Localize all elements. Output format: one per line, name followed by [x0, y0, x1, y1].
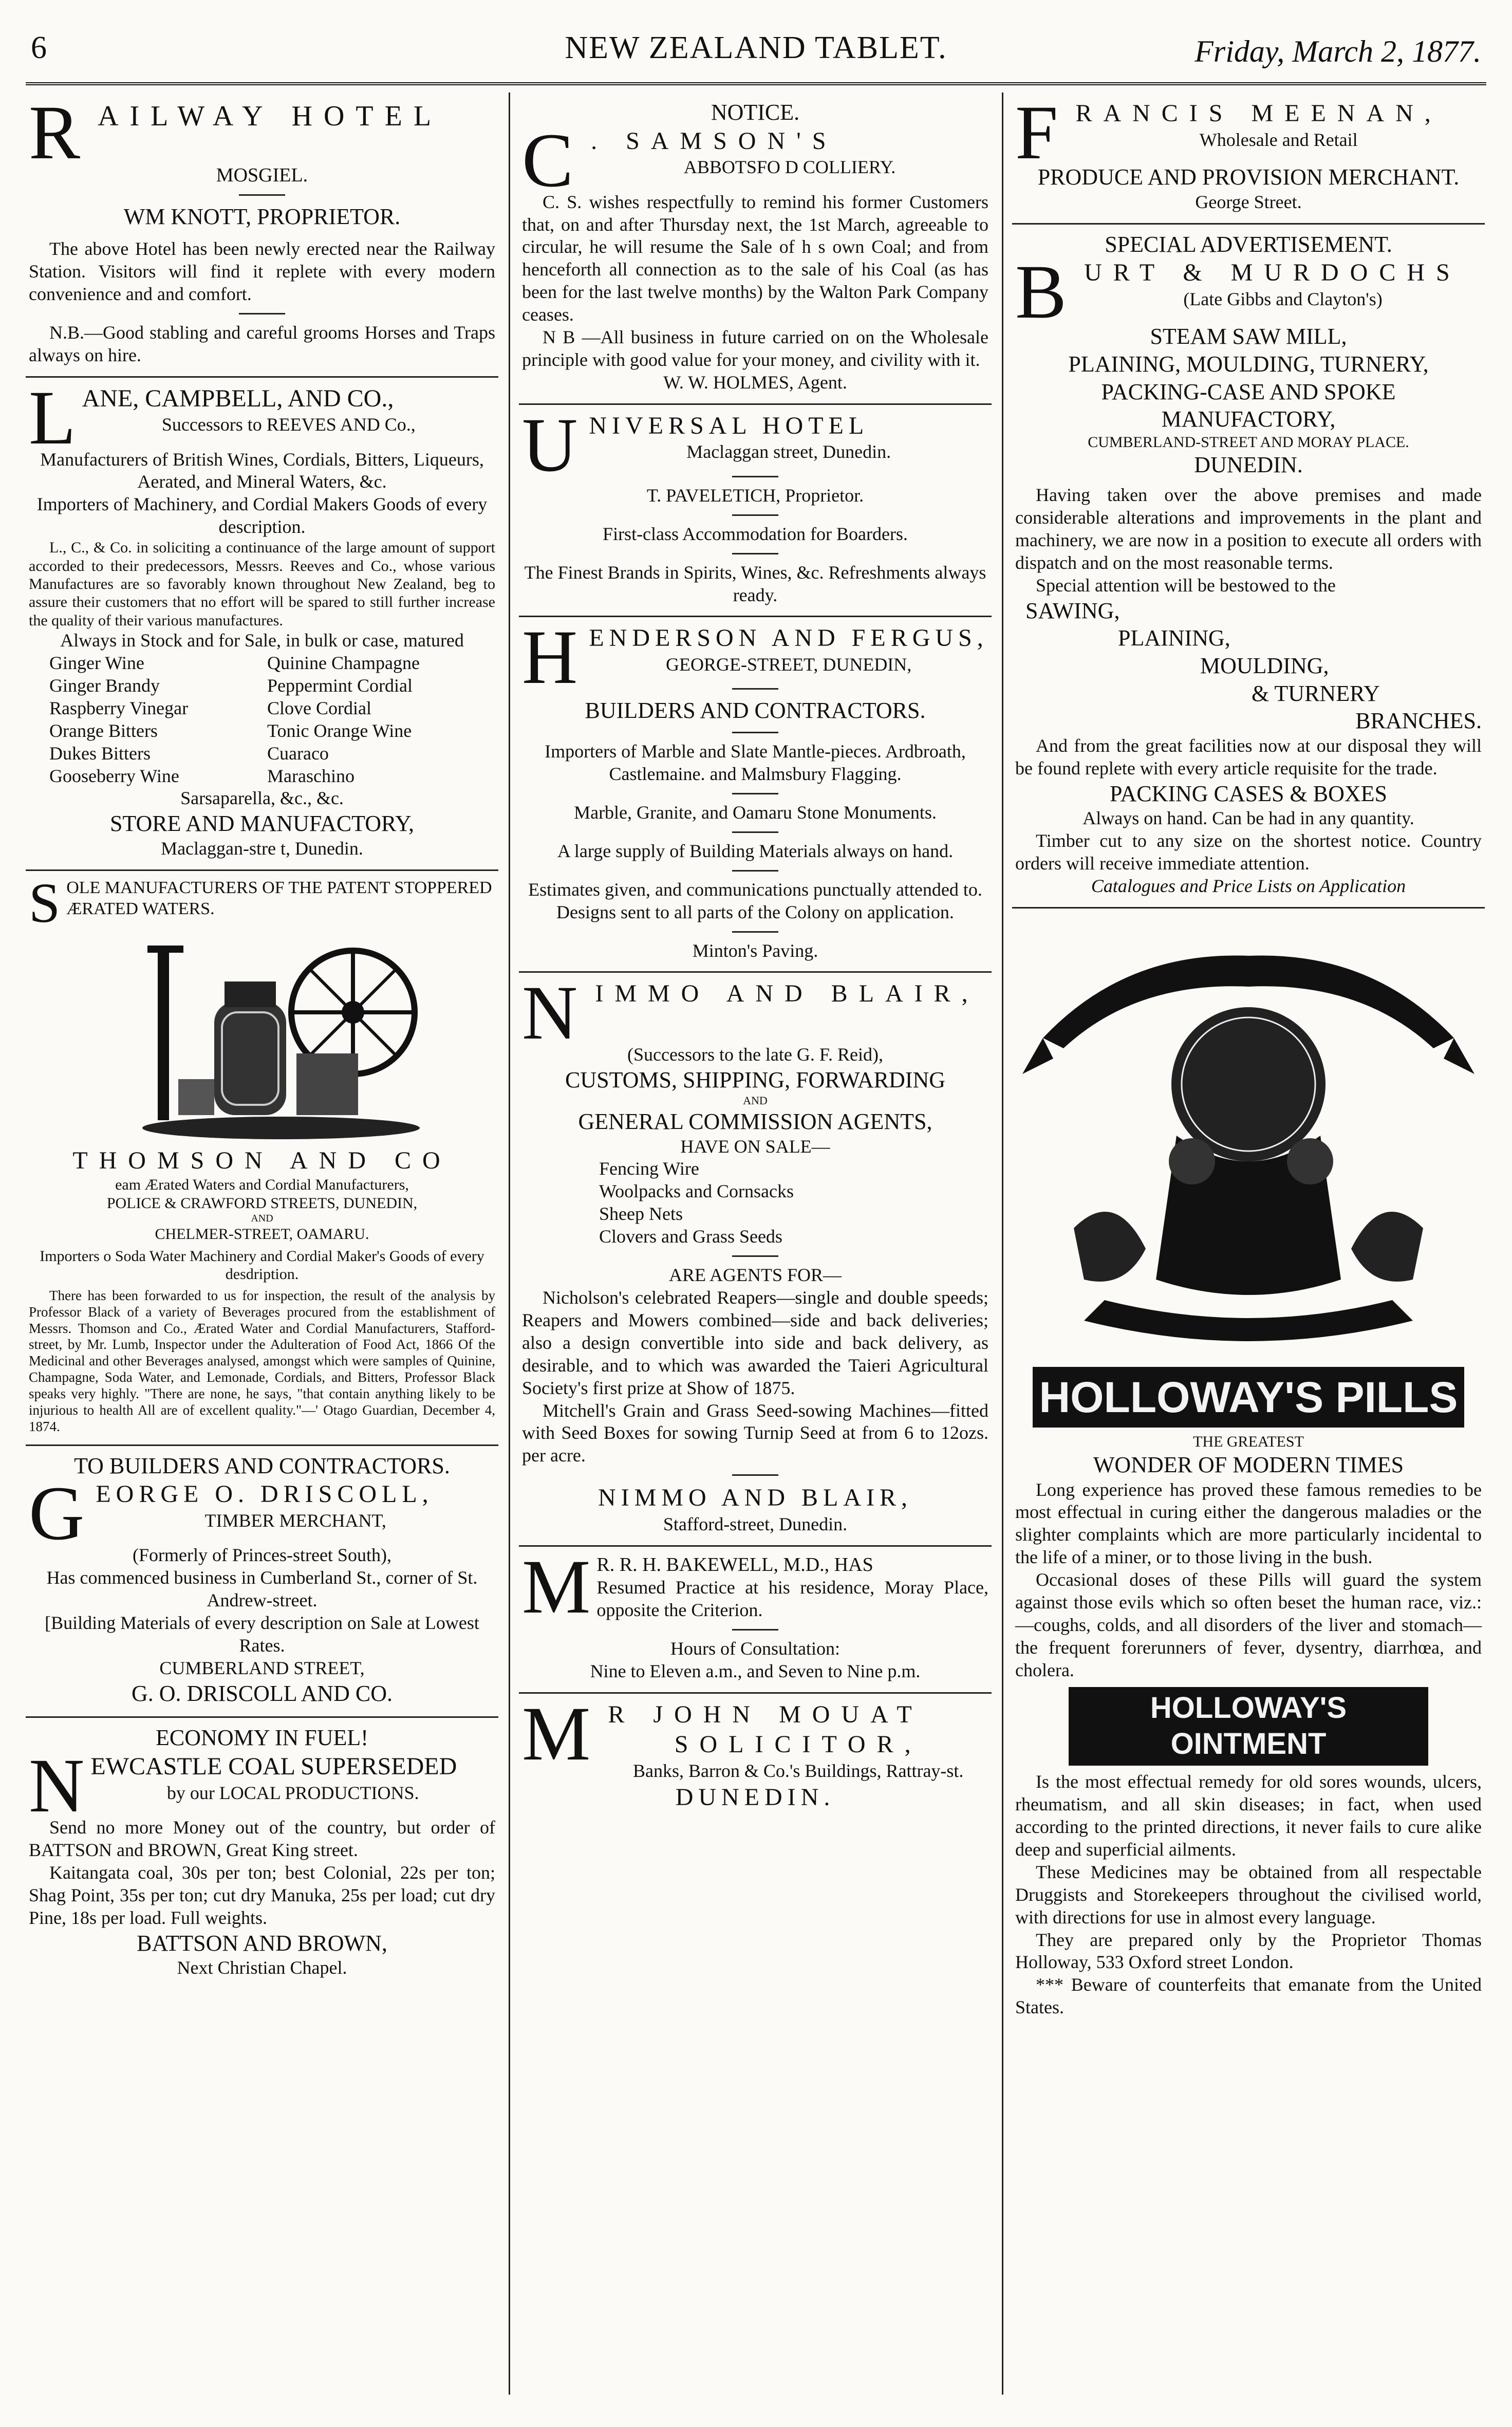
materials: [Building Materials of every description on Sale at Lowest Rates. — [45, 1612, 479, 1656]
short-rule — [239, 194, 285, 196]
beware: *** Beware of counterfeits that emanate from the United States. — [1015, 1974, 1482, 2018]
masthead — [26, 21, 1486, 85]
proprietor: T. PAVELETICH, Proprietor. — [646, 485, 864, 506]
sign: BATTSON AND BROWN, — [137, 1930, 387, 1956]
streets: POLICE & CRAWFORD STREETS, DUNEDIN, — [106, 1194, 418, 1212]
street: CUMBERLAND STREET, — [159, 1657, 365, 1678]
street: George Street. — [1195, 191, 1302, 212]
line1: First-class Accommodation for Boarders. — [603, 523, 908, 544]
short-rule — [732, 1474, 778, 1476]
column-3 — [1012, 92, 1485, 2405]
branch-item: & TURNERY — [1252, 680, 1380, 706]
times: Nine to Eleven a.m., and Seven to Nine p.m. — [590, 1660, 921, 1681]
list-item: Sheep Nets — [599, 1203, 683, 1225]
holloway-pills-banner: HOLLOWAY'S PILLS — [1033, 1367, 1464, 1428]
ad-henderson-fergus — [519, 617, 992, 973]
drop-cap: U — [522, 402, 583, 488]
general: GENERAL COMMISSION AGENTS, — [578, 1108, 932, 1134]
stock: Always in Stock and for Sale, in bulk or case, matured — [60, 630, 464, 651]
drop-cap: H — [522, 615, 583, 700]
body1: Send no more Money out of the country, but order of BATTSON and BROWN, Great King street. — [29, 1817, 495, 1860]
always: Always on hand. Can be had in any quantity. — [1082, 808, 1414, 829]
wonder: WONDER OF MODERN TIMES — [1093, 1452, 1404, 1477]
short-rule — [732, 514, 778, 516]
list-item: Quinine Champagne — [267, 653, 420, 674]
trade: PLAINING, MOULDING, TURNERY, PACKING-CASE AND SPOKE MANUFACTORY, — [1068, 351, 1429, 432]
list-item: Ginger Brandy — [49, 675, 160, 696]
short-rule — [732, 1629, 778, 1631]
drop-cap: N — [29, 1743, 85, 1828]
drop-cap: F — [1015, 92, 1070, 175]
city: DUNEDIN. — [1194, 452, 1303, 478]
list-item: Gooseberry Wine — [49, 765, 179, 786]
ad-thomson — [26, 871, 498, 1446]
greatest: THE GREATEST — [1193, 1433, 1304, 1451]
body2: Occasional doses of these Pills will guard the system against those evils which so often beset the human race, viz.:—coughs, colds, and all disorders of the liver and stomach—the frequent forerunners of fever, dysentry, diarrhœa, and cholera. — [1015, 1569, 1482, 1680]
list-item: Orange Bitters — [49, 720, 158, 741]
desc: eam Ærated Waters and Cordial Manufacturers, — [115, 1176, 409, 1194]
and: AND — [743, 1094, 768, 1107]
body3: A large supply of Building Materials always on hand. — [557, 840, 954, 861]
page-number: 6 — [31, 30, 47, 65]
drop-cap: C — [522, 117, 585, 203]
ad-lane-campbell — [26, 375, 498, 871]
importers: Importers of Machinery, and Cordial Makers Goods of every description. — [36, 494, 488, 538]
line2: ABBOTSFO D COLLIERY. — [683, 157, 896, 178]
heading-rest: EORGE O. DRISCOLL, — [96, 1480, 434, 1508]
section-heading: SPECIAL ADVERTISEMENT. — [1105, 231, 1392, 257]
body1: Long experience has proved these famous remedies to be most effectual in curing either the dangerous maladies or the slighter complaints which are more particularly incidental to the life of a miner, or to those living in the bush. — [1015, 1479, 1482, 1568]
timber: Timber cut to any size on the shortest notice. Country orders will receive immediate attention. — [1015, 830, 1482, 874]
list-item: Ginger Wine — [49, 653, 144, 674]
agents: ARE AGENTS FOR— — [668, 1265, 842, 1286]
drop-cap: R — [29, 92, 92, 175]
heading-rest: RANCIS MEENAN, — [1075, 100, 1442, 127]
aerated-water-machine-icon — [127, 925, 435, 1141]
line2: PRODUCE AND PROVISION MERCHANT. — [1037, 164, 1460, 190]
line2: by our LOCAL PRODUCTIONS. — [166, 1782, 419, 1803]
body: There has been forwarded to us for inspection, the result of the analysis by Professor Black of a variety of Beverages procured from the establishment of Messrs. Thomson and Co., Ærated Water and Cordial Manufacturers, Stafford-street, by Mr. Lumb, Inspector under the Adulteration of Food Act, 1866 Of the Medicinal and other Beverages analysed, amongst which were samples of Quinine, Champagne, Soda Water, and Lemonade, Cordials, and Bitters, Professor Black speaks very highly. "There are none, he says, "that contain anything likely to be injurious to health All are of excellent quality."—' Otago Guardian, December 4, 1874. — [29, 1287, 495, 1434]
column-1 — [26, 92, 498, 2405]
ad-heading — [29, 871, 495, 934]
chelmer: CHELMER-STREET, OAMARU. — [155, 1225, 369, 1243]
list-item: Raspberry Vinegar — [49, 697, 189, 718]
column-2 — [519, 92, 992, 2405]
late: (Late Gibbs and Clayton's) — [1183, 288, 1383, 309]
list-item: Clove Cordial — [267, 697, 371, 718]
facilities: And from the great facilities now at our disposal they will be found replete with every article requisite for the trade. — [1015, 735, 1482, 779]
issue-date: Friday, March 2, 1877. — [1194, 34, 1481, 68]
short-rule — [732, 870, 778, 872]
place: MOSGIEL. — [216, 164, 308, 186]
product-list — [29, 652, 495, 787]
sign: NIMMO AND BLAIR, — [598, 1484, 912, 1512]
drop-cap: M — [522, 1691, 602, 1776]
newspaper-page — [26, 21, 1486, 2405]
address: GEORGE-STREET, DUNEDIN, — [666, 654, 912, 675]
line2: TIMBER MERCHANT, — [204, 1510, 386, 1531]
have: HAVE ON SALE— — [680, 1136, 830, 1157]
drop-cap: N — [522, 970, 589, 1056]
drop-cap: M — [522, 1544, 591, 1629]
list-item: Cuaraco — [267, 743, 329, 764]
nb: N B —All business in future carried on on the Wholesale principle with good value for your money, and civility with it. — [522, 327, 988, 370]
drop-cap: L — [29, 375, 76, 460]
drop-cap: B — [1015, 249, 1078, 335]
importers: Importers o Soda Water Machinery and Cordial Maker's Goods of every desdription. — [40, 1248, 484, 1283]
ad-burt-murdochs — [1012, 225, 1485, 909]
branch-item: MOULDING, — [1200, 653, 1329, 678]
drop-cap: G — [29, 1471, 90, 1557]
hours: Hours of Consultation: — [670, 1638, 840, 1659]
heading-rest: URT & MURDOCHS — [1084, 259, 1461, 287]
ad-meenan — [1012, 92, 1485, 225]
successors: Successors to REEVES AND Co., — [161, 414, 416, 435]
body: C. S. wishes respectfully to remind his former Customers that, on and after Thursday next, the 1st March, agreeable to circular, he will resume the Sale of h s own Coal; and from henceforth all connection as to the sale of his Coal (as has been for the last twelve months) by the Walton Park Company ceases. — [522, 191, 988, 325]
successors: (Successors to the late G. F. Reid), — [627, 1044, 884, 1065]
body2: Marble, Granite, and Oamaru Stone Monuments. — [574, 802, 937, 823]
packing: PACKING CASES & BOXES — [1110, 781, 1387, 806]
address: CUMBERLAND-STREET AND MORAY PLACE. — [1088, 433, 1409, 451]
heading-rest: . SAMSON'S — [591, 127, 837, 155]
address: Maclaggan street, Dunedin. — [686, 441, 891, 462]
branch-item: SAWING, — [1025, 598, 1120, 623]
body: The above Hotel has been newly erected near the Railway Station. Visitors will find it replete with every modern convenience and and comfort. — [29, 238, 495, 304]
column-rule-2 — [1002, 92, 1003, 2395]
city: DUNEDIN. — [675, 1783, 835, 1811]
heading-rest: EWCASTLE COAL SUPERSEDED — [90, 1752, 457, 1780]
holloway-ointment-banner: HOLLOWAY'S OINTMENT — [1069, 1687, 1428, 1766]
newspaper-title: NEW ZEALAND TABLET. — [565, 30, 947, 65]
customs: CUSTOMS, SHIPPING, FORWARDING — [565, 1067, 945, 1093]
manufacturers: Manufacturers of British Wines, Cordials, Bitters, Liqueurs, Aerated, and Mineral Waters, &c. — [40, 449, 484, 492]
section-heading: NOTICE. — [711, 100, 800, 125]
body: Resumed Practice at his residence, Moray Place, opposite the Criterion. — [596, 1577, 988, 1620]
section-heading: TO BUILDERS AND CONTRACTORS. — [74, 1453, 450, 1478]
body3: Is the most effectual remedy for old sores wounds, ulcers, rheumatism, and all skin diseases; in fact, when used according to the printed directions, it never fails to cure alike deep and superficial ailments. — [1015, 1771, 1482, 1860]
mill: STEAM SAW MILL, — [1150, 324, 1347, 349]
short-rule — [732, 476, 778, 477]
sarsaparilla: Sarsaparella, &c., &c. — [180, 788, 344, 809]
body: L., C., & Co. in soliciting a continuance of the large amount of support accorded to their predecessors, Messrs. Reeves and Co., whose various Manufactures are so favorably known throughout New Zealand, beg to assure their customers that no effort will be spared to still further increase the quality of their various manufactures. — [29, 539, 495, 629]
ad-universal-hotel — [519, 402, 992, 618]
body4: Estimates given, and communications punctually attended to. Designs sent to all parts of the Colony on application. — [528, 879, 982, 922]
drop-cap: S — [29, 871, 61, 934]
ad-nimmo-blair — [519, 970, 992, 1546]
firm: THOMSON AND CO — [72, 1146, 452, 1174]
paving: Minton's Paving. — [692, 940, 818, 961]
ad-driscoll — [26, 1446, 498, 1718]
branch-item: BRANCHES. — [1355, 708, 1482, 734]
role: SOLICITOR, — [674, 1731, 922, 1758]
ad-holloway — [1012, 909, 1485, 2028]
short-rule — [732, 831, 778, 833]
short-rule — [732, 688, 778, 690]
list-item: Tonic Orange Wine — [267, 720, 412, 741]
body5: They are prepared only by the Proprietor Thomas Holloway, 533 Oxford street London. — [1015, 1929, 1482, 1973]
formerly: (Formerly of Princes-street South), — [133, 1545, 391, 1566]
note: N.B.—Good stabling and careful grooms Horses and Traps always on hire. — [29, 322, 495, 365]
branch-item: PLAINING, — [1118, 625, 1230, 651]
address: Banks, Barron & Co.'s Buildings, Rattray-st. — [632, 1760, 964, 1781]
body: Has commenced business in Cumberland St., corner of St. Andrew-street. — [46, 1567, 478, 1611]
body2: Kaitangata coal, 30s per ton; best Colonial, 22s per ton; Shag Point, 35s per ton; cut dry Manuka, 25s per load; cut dry Pine, 18s per load. Full weights. — [29, 1862, 495, 1928]
address: Next Christian Chapel. — [177, 1957, 347, 1978]
body1: Importers of Marble and Slate Mantle-pieces. Ardbroath, Castlemaine. and Malmsbury Flagging. — [545, 741, 966, 785]
list-item: Clovers and Grass Seeds — [599, 1226, 782, 1247]
address: Maclaggan-stre t, Dunedin. — [161, 838, 363, 859]
ad-bakewell — [519, 1544, 992, 1694]
catalogues: Catalogues and Price Lists on Application — [1091, 876, 1406, 897]
short-rule — [732, 1255, 778, 1257]
attention: Special attention will be bestowed to the — [1036, 575, 1336, 596]
ad-battson-brown — [26, 1718, 498, 1989]
short-rule — [239, 313, 285, 314]
line2: The Finest Brands in Spirits, Wines, &c. Refreshments always ready. — [524, 562, 986, 605]
heading-rest: ENDERSON AND FERGUS, — [589, 624, 988, 652]
store: STORE AND MANUFACTORY, — [109, 811, 415, 837]
body: Having taken over the above premises and made considerable alterations and improvements in the plant and machinery, we are now in a position to execute all orders with dispatch and on the most reasonable terms. — [1015, 485, 1482, 573]
short-rule — [732, 553, 778, 554]
heading-rest: ANE, CAMPBELL, AND CO., — [82, 384, 394, 412]
heading-rest: OLE MANUFACTURERS OF THE PATENT STOPPERED ÆRATED WATERS. — [66, 878, 492, 919]
heading-rest: R. R. H. BAKEWELL, M.D., HAS — [596, 1553, 873, 1576]
ad-mouat — [519, 1691, 992, 1822]
short-rule — [732, 732, 778, 733]
list-item: Dukes Bitters — [49, 743, 151, 764]
ad-samson — [519, 92, 992, 405]
heading-rest: R JOHN MOUAT — [608, 1700, 923, 1728]
sign: W. W. HOLMES, Agent. — [663, 372, 847, 393]
sale-list — [522, 1158, 988, 1248]
friend-of-all-emblem-icon — [1022, 920, 1474, 1362]
sign: G. O. DRISCOLL AND CO. — [131, 1680, 393, 1706]
list-item: Woolpacks and Cornsacks — [599, 1181, 794, 1202]
trade: BUILDERS AND CONTRACTORS. — [585, 698, 926, 724]
body1: Nicholson's celebrated Reapers—single and double speeds; Reapers and Mowers combined—side and back deliveries; also a design convertible into side and back delivery, as desirable, and to which was awarded the Taieri Agricultural Society's first prize at Show of 1875. — [522, 1287, 988, 1398]
address: Stafford-street, Dunedin. — [663, 1513, 848, 1534]
heading-rest: AILWAY HOTEL — [98, 100, 443, 132]
list-item: Maraschino — [267, 765, 354, 786]
short-rule — [732, 793, 778, 794]
ad-railway-hotel — [26, 92, 498, 378]
body4: These Medicines may be obtained from all respectable Druggists and Storekeepers throughout the civilised world, with directions for use in almost every language. — [1015, 1861, 1482, 1928]
short-rule — [732, 931, 778, 933]
heading-rest: NIVERSAL HOTEL — [589, 412, 869, 439]
line1: Wholesale and Retail — [1199, 129, 1358, 150]
heading-rest: IMMO AND BLAIR, — [595, 980, 979, 1008]
list-item: Peppermint Cordial — [267, 675, 413, 696]
column-rule-1 — [509, 92, 510, 2395]
and: AND — [251, 1213, 273, 1225]
section-heading: ECONOMY IN FUEL! — [156, 1725, 368, 1751]
body2: Mitchell's Grain and Grass Seed-sowing Machines—fitted with Seed Boxes for sowing Turnip Seed at from 6 to 12ozs. per acre. — [522, 1400, 988, 1466]
list-item: Fencing Wire — [599, 1158, 699, 1179]
proprietor: WM KNOTT, PROPRIETOR. — [123, 204, 401, 230]
